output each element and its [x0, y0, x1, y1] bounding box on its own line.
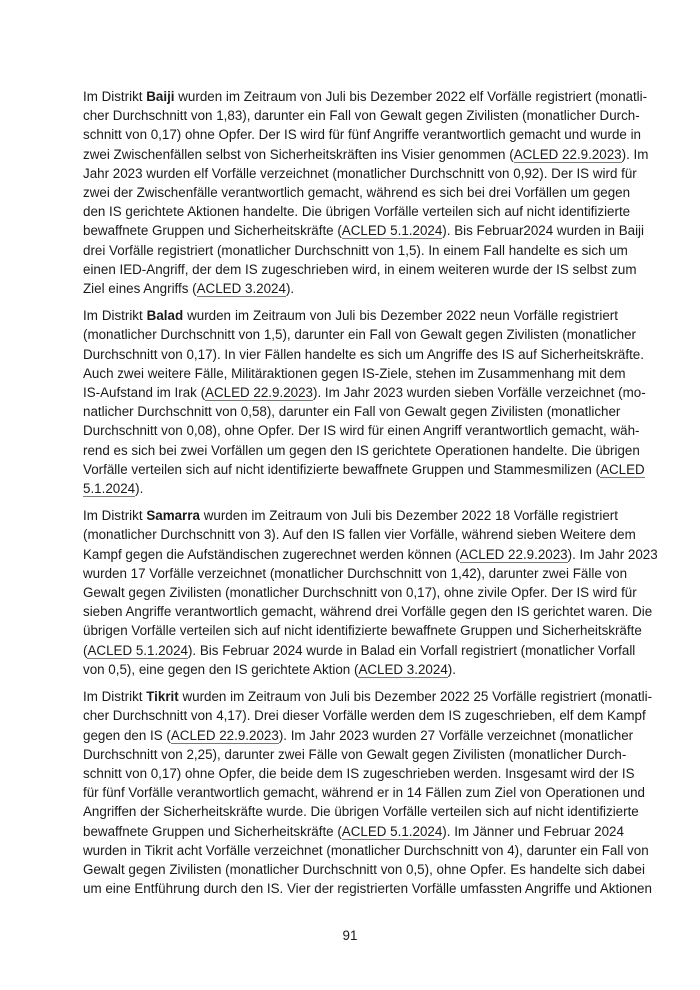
text-line: [83, 745, 627, 764]
text-run: wurden im Zeitraum von Juli bis Dezember 2022 neun Vorfälle registriert: [183, 308, 618, 324]
text-line: [83, 260, 637, 279]
text-run: um eine Entführung durch den IS. Vier der registrierten Vorfälle umfassten Angriffe und Aktionen: [83, 881, 652, 897]
text-run: Gewalt gegen Zivilisten (monatlicher Durchschnitt von 0,5), ohne Opfer. Es handelte sich dabei: [83, 861, 645, 877]
text-line: [83, 822, 624, 841]
citation-link[interactable]: ACLED 3.2024: [196, 281, 286, 297]
text-run: cher Durchschnitt von 4,17). Drei dieser Vorfälle werden dem IS zugeschrieben, elf dem Kampf: [83, 708, 646, 724]
text-line: [83, 164, 637, 183]
text-run: drei Vorfälle registriert (monatlicher Durchschnitt von 1,5). In einem Fall handelte es sich um: [83, 242, 628, 258]
text-run: wurden in Tikrit acht Vorfälle verzeichnet (monatlicher Durchschnitt von 4), darunter ein Fall von: [83, 842, 649, 858]
text-run: ). Bis Februar2024 wurden in Baiji: [442, 223, 644, 239]
text-run: Vorfälle verteilen sich auf nicht identifizierte bewaffnete Gruppen und Stammesmilizen (: [83, 461, 601, 477]
text-run: Gewalt gegen Zivilisten (monatlicher Durchschnitt von 0,17), ohne zivile Opfer. Der IS wird für: [83, 585, 637, 601]
text-run: ).: [135, 481, 144, 497]
text-line: [83, 345, 644, 364]
text-run: Durchschnitt von 2,25), darunter zwei Fälle von Gewalt gegen Zivilisten (monatlicher Durch-: [83, 746, 627, 762]
citation-link[interactable]: ACLED: [600, 461, 645, 477]
text-run: ). Im: [621, 146, 649, 162]
text-line: [83, 125, 641, 144]
text-run: ). Im Jahr 2023 wurden sieben Vorfälle verzeichnet (mo-: [313, 385, 646, 401]
paragraph-balad: [83, 306, 646, 498]
text-run: bewaffnete Gruppen und Sicherheitskräfte (: [83, 823, 342, 839]
text-line: [83, 145, 649, 164]
text-line: [83, 221, 644, 240]
text-line: [83, 660, 618, 679]
text-run: Im Distrikt: [83, 689, 147, 705]
district-name: Tikrit: [146, 689, 179, 705]
citation-link[interactable]: ACLED 22.9.2023: [459, 546, 568, 562]
text-run: natlicher Durchschnitt von 0,58), darunter ein Fall von Gewalt gegen Zivilisten (monatlicher: [83, 404, 621, 420]
text-line: [83, 106, 640, 125]
text-run: gegen den IS (: [83, 727, 171, 743]
citation-link[interactable]: ACLED 5.1.2024: [87, 642, 188, 658]
text-run: Im Distrikt: [83, 89, 147, 104]
text-run: schnitt von 0,17) ohne Opfer, die beide dem IS zugeschrieben werden. Insgesamt wird der IS: [83, 765, 635, 781]
text-line: [83, 879, 652, 898]
text-line: [83, 525, 636, 544]
text-line: [83, 860, 645, 879]
text-run: von 0,5), eine gegen den IS gerichtete Aktion (: [83, 661, 359, 677]
text-line: [83, 726, 634, 745]
text-line: [83, 506, 618, 525]
text-run: zwei der Zwischenfälle verantwortlich gemacht, während es sich bei drei Vorfällen um gegen: [83, 185, 631, 201]
paragraph-tikrit: [83, 687, 653, 898]
text-run: Durchschnitt von 0,17). In vier Fällen handelte es sich um Angriffe des IS auf Sicherheitskräfte.: [83, 346, 644, 362]
text-run: für fünf Vorfälle verantwortlich gemacht, während er in 14 Fällen zum Ziel von Operationen und: [83, 785, 645, 801]
citation-link[interactable]: ACLED 3.2024: [358, 661, 448, 677]
text-run: ).: [447, 661, 456, 677]
district-name: Balad: [146, 308, 184, 324]
text-line: [83, 545, 658, 564]
text-line: [83, 621, 642, 640]
text-line: [83, 306, 618, 325]
text-line: [83, 764, 635, 783]
paragraph-samarra: [83, 506, 658, 679]
text-line: [83, 641, 636, 660]
text-run: wurden im Zeitraum von Juli bis Dezember 2022 18 Vorfälle registriert: [199, 508, 618, 524]
text-line: [83, 87, 648, 106]
citation-link[interactable]: ACLED 22.9.2023: [513, 146, 622, 162]
text-run: Auch zwei weitere Fälle, Militäraktionen gegen IS-Ziele, stehen im Zusammenhang mit dem: [83, 365, 626, 381]
text-line: [83, 441, 640, 460]
text-run: sieben Angriffe verantwortlich gemacht, während drei Vorfälle gegen den IS gerichtet waren. Die: [83, 604, 653, 620]
citation-link[interactable]: ACLED 22.9.2023: [205, 385, 313, 401]
text-line: [83, 841, 649, 860]
text-run: bewaffnete Gruppen und Sicherheitskräfte (: [83, 223, 342, 239]
page-number: 91: [342, 928, 358, 943]
text-run: rend es sich bei zwei Vorfällen um gegen den IS gerichtete Operationen handelte. Die übrigen: [83, 442, 640, 458]
text-run: wurden im Zeitraum von Juli bis Dezember 2022 elf Vorfälle registriert (monatli-: [174, 89, 648, 104]
district-name: Baiji: [146, 89, 175, 104]
text-run: zwei Zwischenfällen selbst von Sicherheitskräften ins Visier genommen (: [83, 146, 514, 162]
text-run: Jahr 2023 wurden elf Vorfälle verzeichnet (monatlicher Durchschnitt von 0,92). Der IS wird für: [83, 165, 637, 181]
text-line: [83, 460, 645, 479]
district-name: Samarra: [146, 508, 200, 524]
text-line: [83, 802, 639, 821]
text-line: [83, 364, 626, 383]
text-run: cher Durchschnitt von 1,83), darunter ein Fall von Gewalt gegen Zivilisten (monatlicher Durch-: [83, 108, 640, 124]
citation-link[interactable]: ACLED 22.9.2023: [170, 727, 279, 743]
text-run: ). Bis Februar 2024 wurde in Balad ein Vorfall registriert (monatlicher Vorfall: [187, 642, 636, 658]
text-run: Angriffen der Sicherheitskräfte wurde. Die übrigen Vorfälle verteilen sich auf nicht identifizierte: [83, 804, 639, 820]
text-run: ). Im Jahr 2023 wurden 27 Vorfälle verzeichnet (monatlicher: [278, 727, 634, 743]
text-run: Im Distrikt: [83, 308, 147, 324]
text-line: [83, 706, 646, 725]
citation-link[interactable]: ACLED 5.1.2024: [341, 823, 443, 839]
text-run: den IS gerichtete Aktionen handelte. Die übrigen Vorfälle verteilen sich auf nicht identifizierte: [83, 204, 631, 220]
text-run: wurden im Zeitraum von Juli bis Dezember 2022 25 Vorfälle registriert (monatli-: [178, 689, 653, 705]
paragraph-baiji: [83, 87, 649, 298]
text-run: (monatlicher Durchschnitt von 1,5), darunter ein Fall von Gewalt gegen Zivilisten (monatlicher: [83, 327, 636, 343]
text-line: [83, 241, 628, 260]
text-run: (monatlicher Durchschnitt von 3). Auf den IS fallen vier Vorfälle, während sieben Weitere dem: [83, 527, 636, 543]
text-line: [83, 687, 653, 706]
text-line: [83, 602, 653, 621]
text-line: [83, 183, 631, 202]
text-run: ). Im Jänner und Februar 2024: [442, 823, 624, 839]
text-run: schnitt von 0,17) ohne Opfer. Der IS wird für fünf Angriffe verantwortlich gemacht und wurde in: [83, 127, 641, 143]
text-line: [83, 583, 637, 602]
document-body: [83, 87, 658, 906]
text-run: IS-Aufstand im Irak (: [83, 385, 206, 401]
citation-link[interactable]: 5.1.2024: [83, 481, 136, 497]
text-line: [83, 421, 640, 440]
text-line: [83, 383, 646, 402]
citation-link[interactable]: ACLED 5.1.2024: [341, 223, 443, 239]
text-run: ). Im Jahr 2023: [567, 546, 658, 562]
text-run: Ziel eines Angriffs (: [83, 281, 197, 297]
text-line: [83, 325, 636, 344]
text-run: (: [83, 642, 88, 658]
text-run: Im Distrikt: [83, 508, 147, 524]
text-line: [83, 564, 628, 583]
text-run: Kampf gegen die Aufständischen zugerechnet werden können (: [83, 546, 460, 562]
text-line: [83, 279, 618, 298]
text-line: [83, 402, 621, 421]
text-run: wurden 17 Vorfälle verzeichnet (monatlicher Durchschnitt von 1,42), darunter zwei Fälle von: [83, 565, 628, 581]
text-line: [83, 783, 645, 802]
text-line: [83, 479, 618, 498]
text-run: Durchschnitt von 0,08), ohne Opfer. Der IS wird für einen Angriff verantwortlich gemacht, wäh-: [83, 423, 640, 439]
text-line: [83, 202, 631, 221]
text-run: übrigen Vorfälle verteilen sich auf nicht identifizierte bewaffnete Gruppen und Sicherheitskräfte: [83, 623, 642, 639]
text-run: ).: [285, 281, 295, 297]
text-run: einen IED-Angriff, der dem IS zugeschrieben wird, in einem weiteren wurde der IS selbst zum: [83, 261, 637, 277]
